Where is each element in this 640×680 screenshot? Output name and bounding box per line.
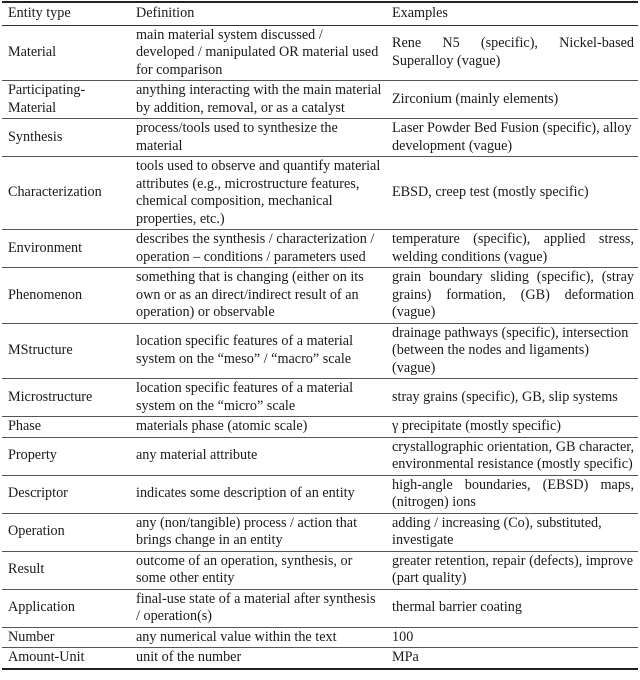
definition-cell: materials phase (atomic scale) [136,418,308,434]
header-definition: Definition [136,5,195,21]
examples-cell: crystallographic orientation, GB character, environmental resistance (mostly specific) [392,438,634,472]
definition-cell: any numerical value within the text [136,628,337,645]
table-row [2,417,638,438]
examples-cell: greater retention, repair (defects), improve (part quality) [392,552,634,586]
table-row [2,268,638,324]
examples-cell: thermal barrier coating [392,599,522,616]
entity-type-cell: Amount-Unit [8,649,85,665]
examples-cell: drainage pathways (specific), intersection (between the nodes and ligaments) (vague) [392,324,629,376]
entity-type-cell: Application [8,599,75,616]
examples-cell: MPa [392,649,419,665]
definition-cell: main material system discussed / developed / manipulated OR material used for comparison [136,26,379,78]
entity-type-cell: Phenomenon [8,286,83,303]
entity-type-cell: Environment [8,239,83,256]
examples-cell: stray grains (specific), GB, slip systems [392,388,618,405]
header-examples: Examples [392,5,448,21]
definition-cell: final-use state of a material after synthesis / operation(s) [136,590,376,624]
table-row [2,627,638,648]
examples-cell: Rene N5 (specific), Nickel-based Superalloy (vague) [392,35,634,69]
definition-cell: something that is changing (either on its own or as an direct/indirect result of an operation) or observable [136,269,364,320]
examples-cell: 100 [392,628,414,645]
table-row [2,648,638,669]
entity-type-cell: Phase [8,418,42,434]
table-row [2,379,638,417]
entity-type-cell: Characterization [8,184,102,201]
examples-cell: Laser Powder Bed Fusion (specific), alloy development (vague) [392,120,632,154]
definition-cell: location specific features of a material system on the “micro” scale [136,380,354,414]
table-row [2,81,638,119]
examples-cell: γ precipitate (mostly specific) [392,418,561,434]
definition-cell: any (non/tangible) process / action that brings change in an entity [136,514,358,548]
table-row [2,513,638,551]
entity-type-cell: Descriptor [8,485,68,502]
table-row [2,119,638,157]
definition-cell: location specific features of a material system on the “meso” / “macro” scale [136,333,354,367]
definition-cell: describes the synthesis / characterization / operation – conditions / parameters used [136,231,375,265]
table-row [2,551,638,589]
entity-type-cell: Microstructure [8,388,93,405]
entity-type-table [2,1,638,670]
table-row [2,589,638,627]
entity-type-cell: Participating-Material [8,82,86,116]
definition-cell: unit of the number [136,649,242,665]
examples-cell: temperature (specific), applied stress, welding conditions (vague) [392,231,634,265]
table-row [2,157,638,230]
entity-type-cell: Synthesis [8,128,63,145]
table-header-row [2,2,638,25]
entity-type-cell: Result [8,561,45,578]
definition-cell: any material attribute [136,447,258,464]
header-entity-type: Entity type [8,5,71,21]
entity-type-cell: MStructure [8,342,73,358]
examples-cell: EBSD, creep test (mostly specific) [392,184,589,201]
table-row [2,230,638,268]
examples-cell: Zirconium (mainly elements) [392,90,559,107]
examples-cell: high-angle boundaries, (EBSD) maps, (nitrogen) ions [392,476,634,510]
definition-cell: outcome of an operation, synthesis, or some other entity [136,552,353,586]
definition-cell: anything interacting with the main material by addition, removal, or as a catalyst [136,82,382,116]
entity-type-cell: Material [8,44,57,60]
table-row [2,437,638,475]
entity-type-cell: Property [8,447,57,464]
definition-cell: process/tools used to synthesize the material [136,120,338,154]
entity-type-cell: Number [8,628,55,645]
table-row [2,475,638,513]
examples-cell: grain boundary sliding (specific), (stray grains) formation, (GB) deformation (vague) [392,269,634,320]
table-row [2,323,638,379]
table-row [2,25,638,81]
examples-cell: adding / increasing (Co), substituted, investigate [392,514,602,548]
definition-cell: tools used to observe and quantify material attributes (e.g., microstructure features, chemical composition, mechanical properties, etc.) [136,158,381,227]
entity-type-cell: Operation [8,523,65,540]
definition-cell: indicates some description of an entity [136,485,355,502]
